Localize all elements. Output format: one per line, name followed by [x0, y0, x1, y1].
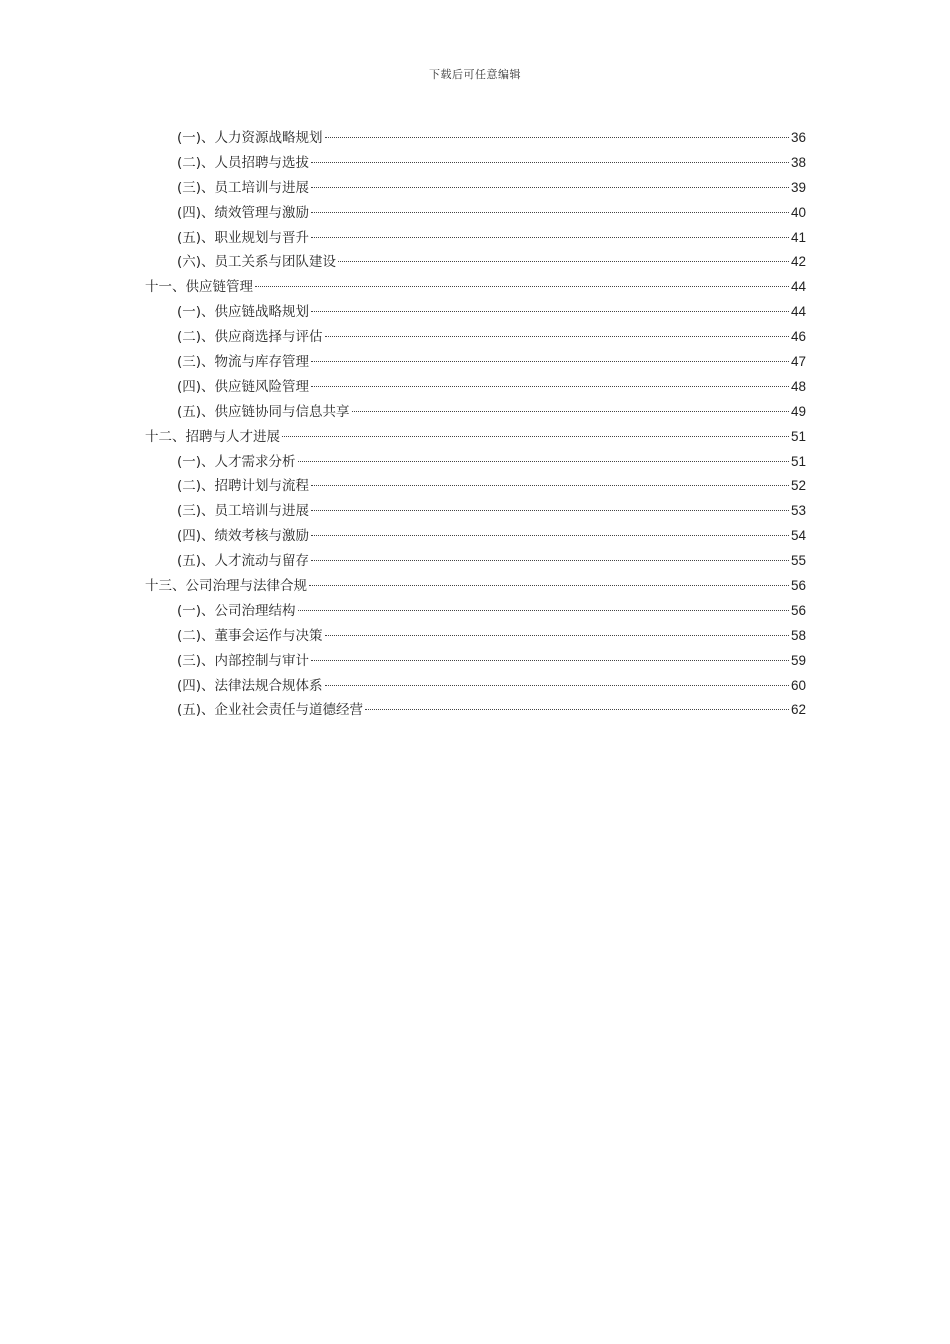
toc-entry-page: 41 — [790, 229, 806, 245]
toc-dot-leader — [311, 485, 789, 486]
toc-entry[interactable] — [145, 126, 806, 151]
toc-entry-page: 62 — [790, 702, 806, 718]
toc-entry[interactable] — [145, 176, 806, 201]
toc-entry-page: 46 — [790, 329, 806, 345]
toc-dot-leader — [365, 709, 789, 710]
toc-entry[interactable] — [145, 649, 806, 674]
toc-dot-leader — [325, 336, 789, 337]
toc-entry[interactable] — [145, 474, 806, 499]
toc-entry-title: (一)、人力资源战略规划 — [177, 130, 323, 146]
toc-entry-title: (一)、公司治理结构 — [177, 602, 296, 619]
toc-entry[interactable] — [145, 151, 806, 176]
toc-entry-title: (三)、员工培训与进展 — [177, 503, 310, 520]
toc-chapter-entry[interactable] — [145, 275, 806, 300]
toc-dot-leader — [325, 137, 789, 138]
toc-entry-title: (四)、法律法规合规体系 — [177, 677, 323, 694]
toc-dot-leader — [298, 461, 789, 462]
toc-chapter-entry[interactable] — [145, 425, 806, 450]
toc-entry-title: (二)、董事会运作与决策 — [177, 627, 323, 644]
toc-entry[interactable] — [145, 350, 806, 375]
toc-entry[interactable] — [145, 524, 806, 549]
toc-dot-leader — [311, 237, 789, 238]
toc-entry-title: (一)、人才需求分析 — [177, 453, 296, 470]
toc-dot-leader — [282, 436, 789, 437]
toc-entry-title: (二)、供应商选择与评估 — [177, 329, 323, 346]
toc-entry-title: 十一、供应链管理 — [145, 279, 253, 296]
toc-dot-leader — [311, 386, 789, 387]
toc-dot-leader — [311, 535, 789, 536]
toc-entry-title: (六)、员工关系与团队建设 — [177, 254, 337, 271]
toc-entry[interactable] — [145, 201, 806, 226]
toc-dot-leader — [352, 411, 789, 412]
toc-entry-title: (五)、供应链协同与信息共享 — [177, 403, 350, 420]
toc-dot-leader — [311, 311, 789, 312]
toc-dot-leader — [311, 212, 789, 213]
toc-entry-page: 51 — [790, 428, 806, 444]
toc-entry-title: (五)、职业规划与晋升 — [177, 229, 310, 246]
toc-entry-page: 60 — [790, 677, 806, 693]
toc-entry-title: (五)、企业社会责任与道德经营 — [177, 702, 364, 719]
page-header-note: 下载后可任意编辑 — [429, 68, 521, 81]
toc-dot-leader — [311, 510, 789, 511]
toc-entry-page: 54 — [790, 528, 806, 544]
toc-entry-title: (三)、物流与库存管理 — [177, 354, 310, 371]
toc-entry-page: 40 — [790, 204, 806, 220]
toc-entry-title: (二)、招聘计划与流程 — [177, 478, 310, 495]
toc-entry[interactable] — [145, 674, 806, 699]
toc-dot-leader — [325, 685, 789, 686]
toc-entry-title: 十三、公司治理与法律合规 — [145, 578, 307, 595]
toc-dot-leader — [311, 660, 789, 661]
toc-entry-page: 44 — [790, 279, 806, 295]
toc-entry-title: (五)、人才流动与留存 — [177, 553, 310, 570]
toc-entry-page: 56 — [790, 602, 806, 618]
toc-entry-page: 48 — [790, 378, 806, 394]
toc-dot-leader — [311, 560, 789, 561]
toc-dot-leader — [311, 187, 789, 188]
toc-entry-title: (二)、人员招聘与选拔 — [177, 154, 310, 171]
toc-entry-page: 42 — [790, 254, 806, 270]
toc-dot-leader — [338, 261, 789, 262]
toc-entry-title: (一)、供应链战略规划 — [177, 304, 310, 321]
toc-entry-title: 十二、招聘与人才进展 — [145, 428, 280, 445]
toc-entry-title: (三)、员工培训与进展 — [177, 179, 310, 196]
toc-entry[interactable] — [145, 300, 806, 325]
toc-chapter-entry[interactable] — [145, 574, 806, 599]
toc-entry[interactable] — [145, 250, 806, 275]
toc-entry[interactable] — [145, 226, 806, 251]
toc-dot-leader — [325, 635, 789, 636]
toc-entry-title: (四)、绩效管理与激励 — [177, 204, 310, 221]
toc-dot-leader — [309, 585, 789, 586]
toc-entry[interactable] — [145, 375, 806, 400]
toc-entry[interactable] — [145, 325, 806, 350]
table-of-contents — [145, 126, 806, 723]
toc-dot-leader — [311, 162, 789, 163]
toc-entry-page: 47 — [790, 354, 806, 370]
toc-entry-page: 56 — [790, 578, 806, 594]
toc-entry[interactable] — [145, 624, 806, 649]
toc-entry-page: 51 — [790, 453, 806, 469]
toc-entry[interactable] — [145, 499, 806, 524]
toc-entry-page: 36 — [790, 130, 806, 145]
toc-entry-page: 38 — [790, 154, 806, 170]
toc-entry-page: 59 — [790, 652, 806, 668]
toc-entry[interactable] — [145, 599, 806, 624]
toc-entry[interactable] — [145, 698, 806, 723]
toc-entry-page: 58 — [790, 627, 806, 643]
toc-entry[interactable] — [145, 549, 806, 574]
toc-dot-leader — [298, 610, 789, 611]
toc-entry-title: (四)、绩效考核与激励 — [177, 528, 310, 545]
toc-entry-page: 53 — [790, 503, 806, 519]
toc-entry-title: (四)、供应链风险管理 — [177, 378, 310, 395]
toc-entry-page: 55 — [790, 553, 806, 569]
toc-entry[interactable] — [145, 450, 806, 475]
toc-entry-page: 49 — [790, 403, 806, 419]
toc-entry-page: 39 — [790, 179, 806, 195]
toc-dot-leader — [311, 361, 789, 362]
toc-entry[interactable] — [145, 400, 806, 425]
toc-dot-leader — [255, 286, 789, 287]
toc-entry-page: 44 — [790, 304, 806, 320]
toc-entry-page: 52 — [790, 478, 806, 494]
toc-entry-title: (三)、内部控制与审计 — [177, 652, 310, 669]
